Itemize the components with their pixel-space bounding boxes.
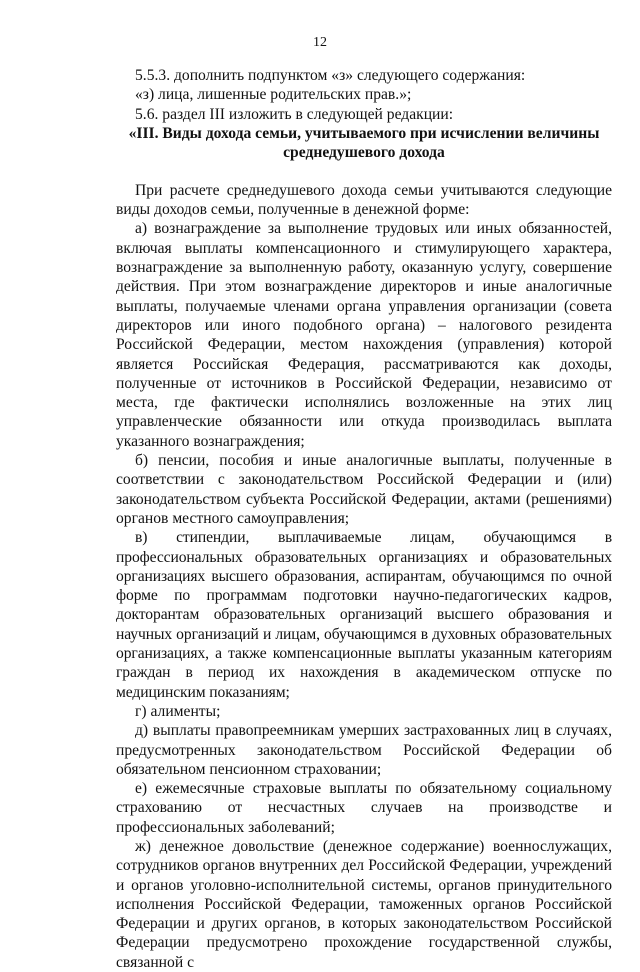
paragraph-intro: При расчете среднедушевого дохода семьи учитываются следующие виды доходов семьи, полученные в денежной форме: xyxy=(116,181,612,219)
paragraph-item-b: б) пенсии, пособия и иные аналогичные выплаты, полученные в соответствии с законодательством Российской Федерации и (или) законодательством субъекта Российской Федерации, актами (решениями) органов местного самоуправления; xyxy=(116,452,612,527)
paragraph-item-e: е) ежемесячные страховые выплаты по обязательному социальному страхованию от несчастных случаев на производстве и профессиональных заболеваний; xyxy=(116,780,612,836)
amendment-line-5-5-3: 5.5.3. дополнить подпунктом «з» следующего содержания: xyxy=(135,67,526,84)
amendment-line-5-6: 5.6. раздел III изложить в следующей редакции: xyxy=(135,105,454,123)
paragraph-item-d: д) выплаты правопреемникам умерших застрахованных лиц в случаях, предусмотренных законодательством Российской Федерации об обязательном пенсионном страховании; xyxy=(116,722,612,778)
paragraph-item-zh: ж) денежное довольствие (денежное содержание) военнослужащих, сотрудников органов внутренних дел Российской Федерации, учреждений и органов уголовно-исполнительной системы, органов принудительного исполнения Российской Федерации, таможенных органов Российской Федерации и других органов, в которых законодательством Российской Федерации предусмотрено прохождение государственной службы, связанной с xyxy=(116,837,612,971)
paragraph-item-a: а) вознаграждение за выполнение трудовых или иных обязанностей, включая выплаты компенсационного и стимулирующего характера, вознаграждение за выполненную работу, оказанную услугу, совершение действия. При этом вознаграждение директоров и иные аналогичные выплаты, получаемые членами органа управления организации (совета директоров или иного подобного органа) – налогового резидента Российской Федерации, местом нахождения (управления) которой является Российская Федерация, рассматриваются как доходы, полученные от источников в Российской Федерации, независимо от места, где фактически исполнялись возложенные на этих лиц управленческие обязанности или откуда производилась выплата указанного вознаграждения; xyxy=(116,220,612,450)
paragraph-item-v: в) стипендии, выплачиваемые лицам, обучающимся в профессиональных образовательных организациях и образовательных организациях высшего образования, аспирантам, обучающимся по очной форме по программам подготовки научно-педагогических кадров, докторантам образовательных организаций высшего образования и научных организаций и лицам, обучающимся в духовных образовательных организациях, а также компенсационные выплаты указанным категориям граждан в период их нахождения в академическом отпуске по медицинским показаниям; xyxy=(116,529,612,701)
amendment-line-item-z: «з) лица, лишенные родительских прав.»; xyxy=(135,86,412,104)
page-number: 12 xyxy=(313,35,327,50)
section-spacer xyxy=(116,162,612,181)
section-title: «III. Виды дохода семьи, учитываемого при исчислении величины среднедушевого дохода xyxy=(128,124,600,161)
paragraph-item-g: г) алименты; xyxy=(135,702,221,720)
document-body xyxy=(116,66,612,972)
